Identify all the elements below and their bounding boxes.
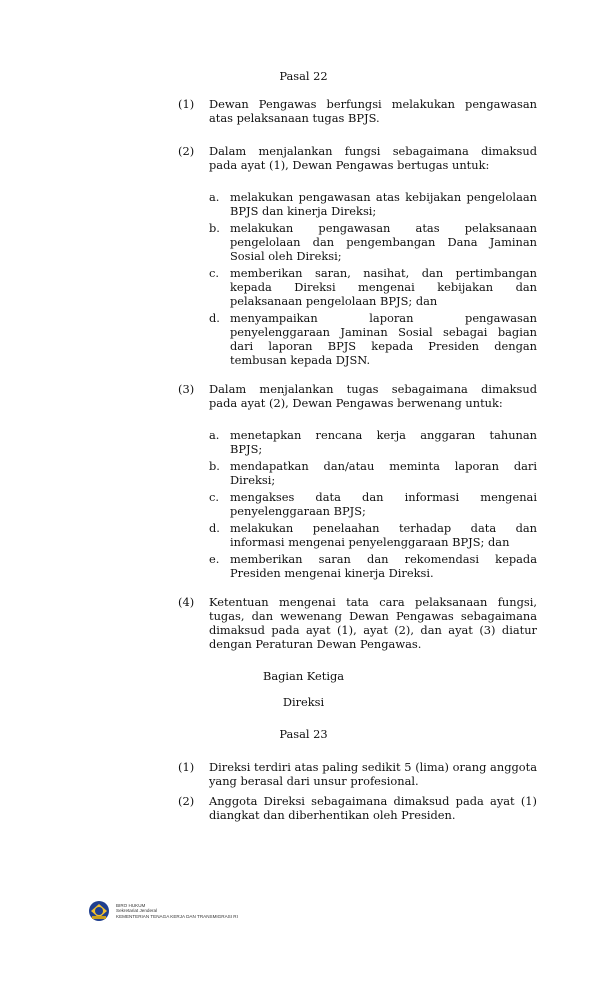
text-line: BPJS; <box>230 442 263 456</box>
text-line: yang berasal dari unsur profesional. <box>209 774 419 788</box>
text-line: Direksi; <box>230 473 276 487</box>
footer-line-3: KEMENTERIAN TENAGA KERJA DAN TRANSMIGRASI RI <box>116 913 238 919</box>
verse-number: (2) <box>178 144 195 158</box>
verse-text <box>209 794 537 822</box>
sub-item-letter: c. <box>209 490 220 504</box>
verse-number: (2) <box>178 794 195 808</box>
text-line: tugas, dan wewenang Dewan Pengawas sebagaimana <box>209 609 537 623</box>
text-line: memberikan saran, nasihat, dan pertimbangan <box>230 266 537 280</box>
sub-item-letter: d. <box>209 521 220 535</box>
text-line: atas pelaksanaan tugas BPJS. <box>209 111 380 125</box>
text-line: mendapatkan dan/atau meminta laporan dari <box>230 459 537 473</box>
text-line: kepada Direksi mengenai kebijakan dan <box>230 280 537 294</box>
verse-number: (1) <box>178 760 195 774</box>
sub-item-text <box>230 552 537 580</box>
text-line: dimaksud pada ayat (1), ayat (2), dan ayat (3) diatur <box>209 623 537 637</box>
text-line: Ketentuan mengenai tata cara pelaksanaan fungsi, <box>209 595 537 609</box>
text-line: informasi mengenai penyelenggaraan BPJS; dan <box>230 535 510 549</box>
text-line: pada ayat (1), Dewan Pengawas bertugas untuk: <box>209 158 490 172</box>
text-line: diangkat dan diberhentikan oleh Presiden. <box>209 808 456 822</box>
text-line: tembusan kepada DJSN. <box>230 353 371 367</box>
text-line: penyelenggaraan BPJS; <box>230 504 366 518</box>
verse-text <box>209 382 537 410</box>
sub-item-text <box>230 190 537 218</box>
verse-number: (4) <box>178 595 195 609</box>
sub-item-letter: d. <box>209 311 220 325</box>
text-line: memberikan saran dan rekomendasi kepada <box>230 552 537 566</box>
sub-item-text <box>230 311 537 367</box>
sub-item-letter: e. <box>209 552 220 566</box>
ministry-emblem-icon <box>88 900 110 922</box>
sub-item-text <box>230 490 537 518</box>
text-line: pada ayat (2), Dewan Pengawas berwenang untuk: <box>209 396 503 410</box>
verse-number: (3) <box>178 382 195 396</box>
text-line: Sosial oleh Direksi; <box>230 249 342 263</box>
sub-item-letter: c. <box>209 266 220 280</box>
pasal-22-heading: Pasal 22 <box>279 69 328 83</box>
text-line: Presiden mengenai kinerja Direksi. <box>230 566 434 580</box>
text-line: dari laporan BPJS kepada Presiden dengan <box>230 339 537 353</box>
sub-item-letter: a. <box>209 428 220 442</box>
verse-text <box>209 97 537 125</box>
sub-item-text <box>230 428 537 456</box>
sub-item-text <box>230 266 537 308</box>
verse-number: (1) <box>178 97 195 111</box>
text-line: Dewan Pengawas berfungsi melakukan pengawasan <box>209 97 537 111</box>
footer-logo-block <box>88 900 238 922</box>
text-line: pengelolaan dan pengembangan Dana Jaminan <box>230 235 537 249</box>
text-line: melakukan penelaahan terhadap data dan <box>230 521 537 535</box>
text-line: BPJS dan kinerja Direksi; <box>230 204 377 218</box>
sub-item-text <box>230 521 537 549</box>
sub-item-text <box>230 221 537 263</box>
text-line: Anggota Direksi sebagaimana dimaksud pada ayat (1) <box>209 794 537 808</box>
sub-item-letter: b. <box>209 221 220 235</box>
text-line: Dalam menjalankan tugas sebagaimana dimaksud <box>209 382 537 396</box>
pasal-23-heading: Pasal 23 <box>279 727 328 741</box>
section-heading: Bagian Ketiga <box>262 669 345 683</box>
text-line: dengan Peraturan Dewan Pengawas. <box>209 637 422 651</box>
text-line: melakukan pengawasan atas kebijakan pengelolaan <box>230 190 537 204</box>
footer-line-1: BIRO HUKUM <box>116 902 146 908</box>
text-line: Dalam menjalankan fungsi sebagaimana dimaksud <box>209 144 537 158</box>
text-line: menyampaikan laporan pengawasan <box>230 311 537 325</box>
sub-item-letter: a. <box>209 190 220 204</box>
verse-text <box>209 595 537 651</box>
text-line: mengakses data dan informasi mengenai <box>230 490 537 504</box>
text-line: pelaksanaan pengelolaan BPJS; dan <box>230 294 438 308</box>
sub-item-letter: b. <box>209 459 220 473</box>
text-line: Direksi terdiri atas paling sedikit 5 (lima) orang anggota <box>209 760 537 774</box>
sub-item-text <box>230 459 537 487</box>
text-line: melakukan pengawasan atas pelaksanaan <box>230 221 537 235</box>
text-line: menetapkan rencana kerja anggaran tahunan <box>230 428 537 442</box>
verse-text <box>209 760 537 788</box>
footer-line-2: Sekretariat Jenderal <box>116 908 158 914</box>
verse-text <box>209 144 537 172</box>
section-title: Direksi <box>282 695 325 709</box>
text-line: penyelenggaraan Jaminan Sosial sebagai bagian <box>230 325 537 339</box>
